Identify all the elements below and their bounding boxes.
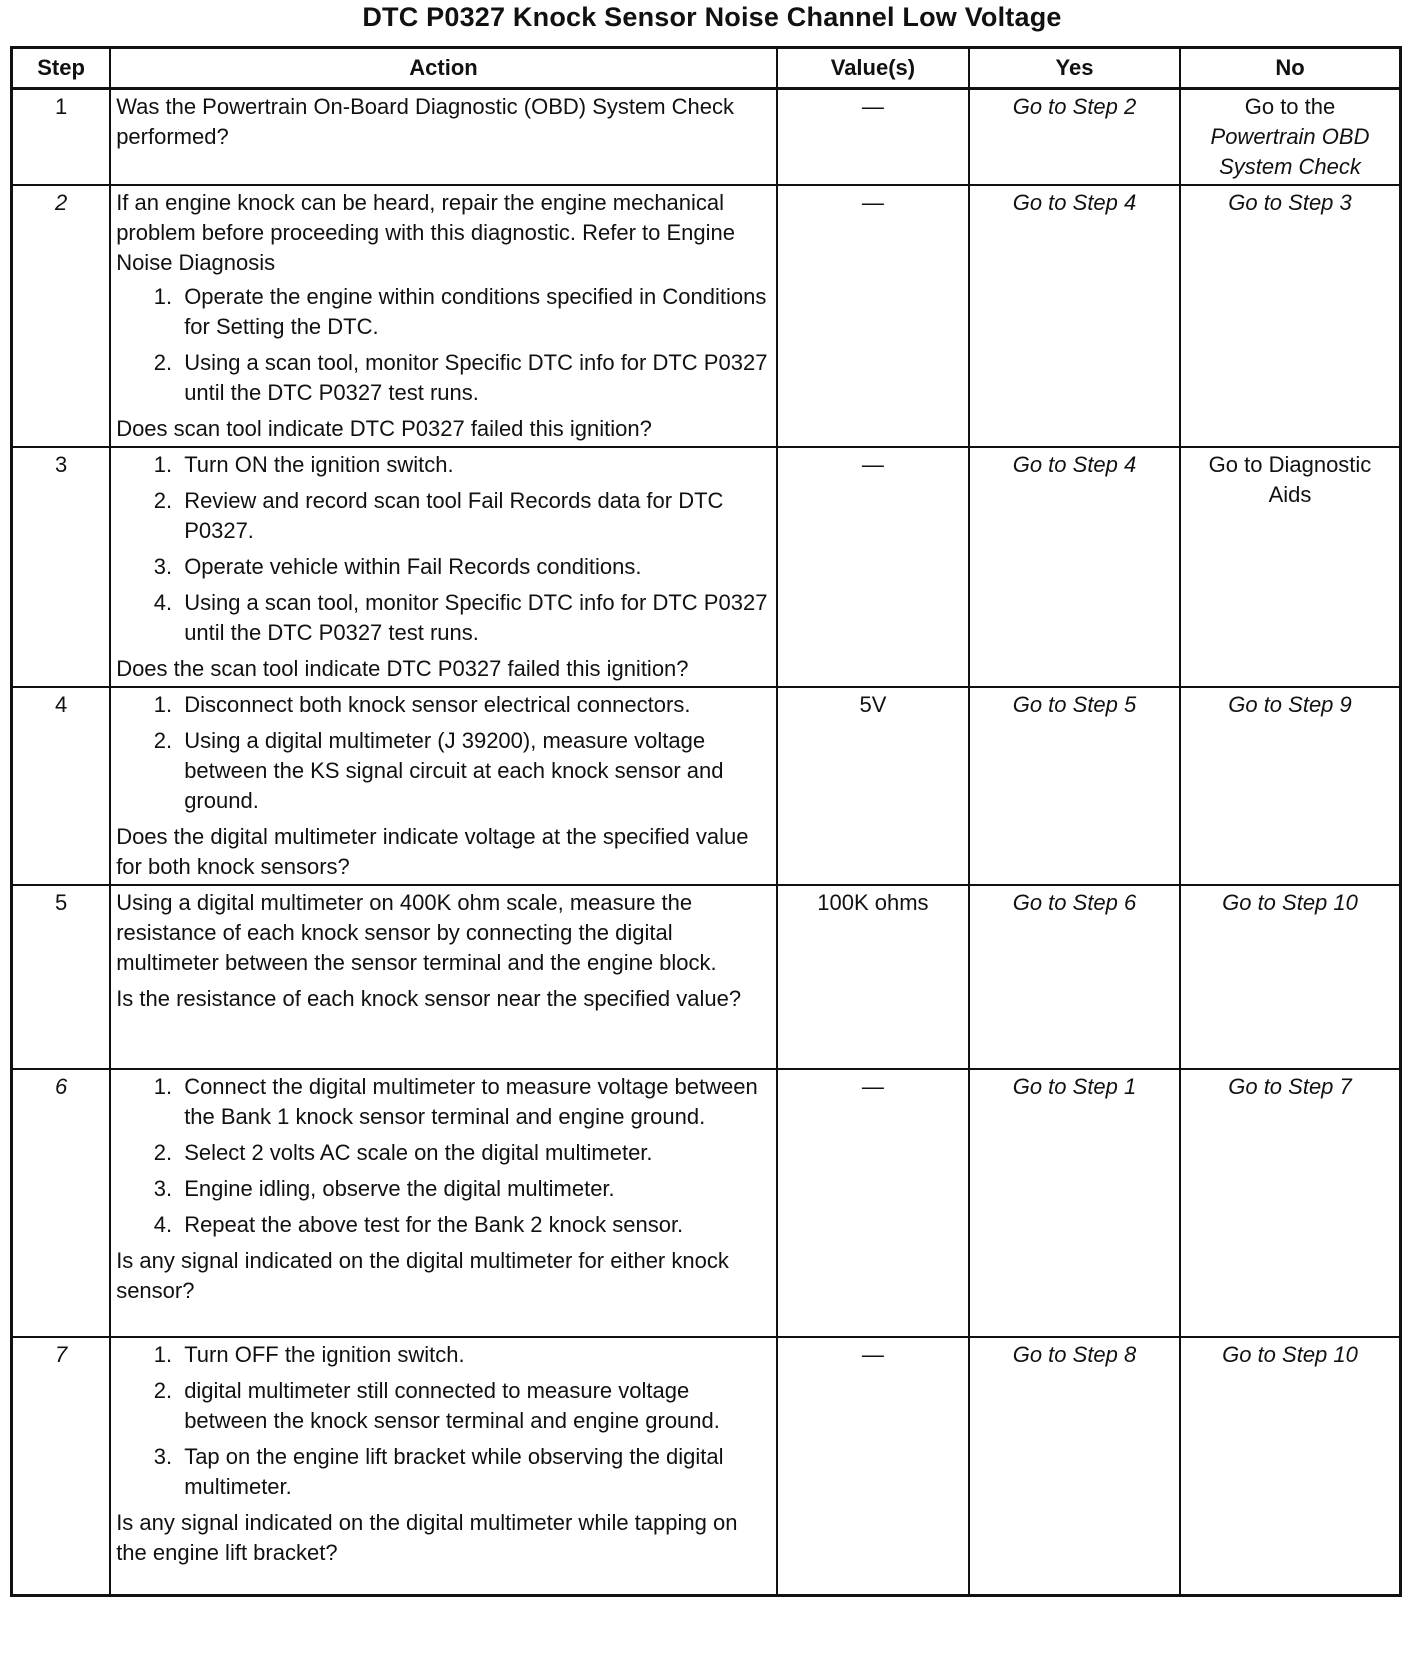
- page-title: DTC P0327 Knock Sensor Noise Channel Low Voltage: [362, 2, 1062, 32]
- value-cell: 100K ohms: [777, 885, 969, 1069]
- action-step: 2. digital multimeter still connected to measure voltage between the knock sensor terminal and engine ground.: [178, 1376, 771, 1436]
- table-row: [12, 89, 1401, 186]
- action-question: Is any signal indicated on the digital multimeter for either knock sensor?: [116, 1248, 729, 1303]
- value-cell: —: [777, 89, 969, 186]
- action-steps: [116, 450, 771, 648]
- yes-cell: Go to Step 4: [969, 447, 1180, 687]
- value-cell: —: [777, 447, 969, 687]
- step-number: 1: [12, 89, 111, 186]
- value-cell: —: [777, 1069, 969, 1337]
- action-step: 2. Review and record scan tool Fail Records data for DTC P0327.: [178, 486, 771, 546]
- action-cell: [110, 447, 777, 687]
- step-number: 3: [12, 447, 111, 687]
- action-question: Does the digital multimeter indicate voltage at the specified value for both knock sensors?: [116, 824, 749, 879]
- table-row: [12, 885, 1401, 1069]
- table-row: [12, 687, 1401, 885]
- action-cell: [110, 1069, 777, 1337]
- action-steps: [116, 282, 771, 408]
- action-cell: [110, 687, 777, 885]
- no-cell: Go to Step 3: [1180, 185, 1401, 447]
- yes-cell: Go to Step 5: [969, 687, 1180, 885]
- step-number: 7: [12, 1337, 111, 1595]
- no-cell: Go to Step 9: [1180, 687, 1401, 885]
- action-cell: [110, 89, 777, 186]
- table-header-row: [12, 48, 1401, 89]
- no-cell: Go to Step 10: [1180, 885, 1401, 1069]
- table-row: [12, 1069, 1401, 1337]
- step-number: 6: [12, 1069, 111, 1337]
- step-number: 4: [12, 687, 111, 885]
- action-step: 1. Turn ON the ignition switch.: [178, 450, 771, 480]
- action-step: 4. Using a scan tool, monitor Specific DTC info for DTC P0327 until the DTC P0327 test runs.: [178, 588, 771, 648]
- table-row: [12, 185, 1401, 447]
- action-step: 3. Operate vehicle within Fail Records conditions.: [178, 552, 771, 582]
- action-question: Does scan tool indicate DTC P0327 failed this ignition?: [116, 416, 652, 441]
- diagnostic-table: [10, 46, 1402, 1597]
- action-cell: [110, 885, 777, 1069]
- action-step: 3. Tap on the engine lift bracket while observing the digital multimeter.: [178, 1442, 771, 1502]
- column-header-values: Value(s): [777, 48, 969, 89]
- action-step: 4. Repeat the above test for the Bank 2 knock sensor.: [178, 1210, 771, 1240]
- value-cell: —: [777, 1337, 969, 1595]
- action-question: Does the scan tool indicate DTC P0327 failed this ignition?: [116, 656, 689, 681]
- no-cell: Go to Step 7: [1180, 1069, 1401, 1337]
- yes-cell: Go to Step 2: [969, 89, 1180, 186]
- no-text-prefix: Go to the: [1244, 94, 1336, 119]
- step-number: 2: [12, 185, 111, 447]
- yes-cell: Go to Step 8: [969, 1337, 1180, 1595]
- table-row: [12, 1337, 1401, 1595]
- action-step: 3. Engine idling, observe the digital multimeter.: [178, 1174, 771, 1204]
- action-steps: [116, 1340, 771, 1502]
- no-text-link: Powertrain OBD System Check: [1210, 124, 1370, 179]
- column-header-step: Step: [12, 48, 111, 89]
- action-step: 1. Turn OFF the ignition switch.: [178, 1340, 771, 1370]
- yes-cell: Go to Step 4: [969, 185, 1180, 447]
- action-cell: [110, 185, 777, 447]
- value-cell: 5V: [777, 687, 969, 885]
- yes-cell: Go to Step 1: [969, 1069, 1180, 1337]
- action-intro: If an engine knock can be heard, repair the engine mechanical problem before proceeding with this diagnostic. Refer to Engine Noise Diagnosis: [116, 190, 735, 275]
- action-cell: [110, 1337, 777, 1595]
- column-header-yes: Yes: [969, 48, 1180, 89]
- action-step: 1. Operate the engine within conditions specified in Conditions for Setting the DTC.: [178, 282, 771, 342]
- action-step: 2. Select 2 volts AC scale on the digital multimeter.: [178, 1138, 771, 1168]
- action-steps: [116, 690, 771, 816]
- action-question: Is the resistance of each knock sensor near the specified value?: [116, 986, 742, 1011]
- column-header-no: No: [1180, 48, 1401, 89]
- action-steps: [116, 1072, 771, 1240]
- action-intro: Was the Powertrain On-Board Diagnostic (OBD) System Check performed?: [116, 94, 735, 149]
- yes-cell: Go to Step 6: [969, 885, 1180, 1069]
- column-header-action: Action: [110, 48, 777, 89]
- action-step: 2. Using a digital multimeter (J 39200), measure voltage between the KS signal circuit at each knock sensor and ground.: [178, 726, 771, 816]
- action-step: 1. Connect the digital multimeter to measure voltage between the Bank 1 knock sensor terminal and engine ground.: [178, 1072, 771, 1132]
- no-cell: [1180, 89, 1401, 186]
- action-step: 1. Disconnect both knock sensor electrical connectors.: [178, 690, 771, 720]
- action-intro: Using a digital multimeter on 400K ohm scale, measure the resistance of each knock sensor by connecting the digital multimeter between the sensor terminal and the engine block.: [116, 890, 717, 975]
- action-question: Is any signal indicated on the digital multimeter while tapping on the engine lift bracket?: [116, 1510, 738, 1565]
- no-cell: Go to Step 10: [1180, 1337, 1401, 1595]
- action-step: 2. Using a scan tool, monitor Specific DTC info for DTC P0327 until the DTC P0327 test runs.: [178, 348, 771, 408]
- no-cell: Go to Diagnostic Aids: [1180, 447, 1401, 687]
- value-cell: —: [777, 185, 969, 447]
- table-row: [12, 447, 1401, 687]
- step-number: 5: [12, 885, 111, 1069]
